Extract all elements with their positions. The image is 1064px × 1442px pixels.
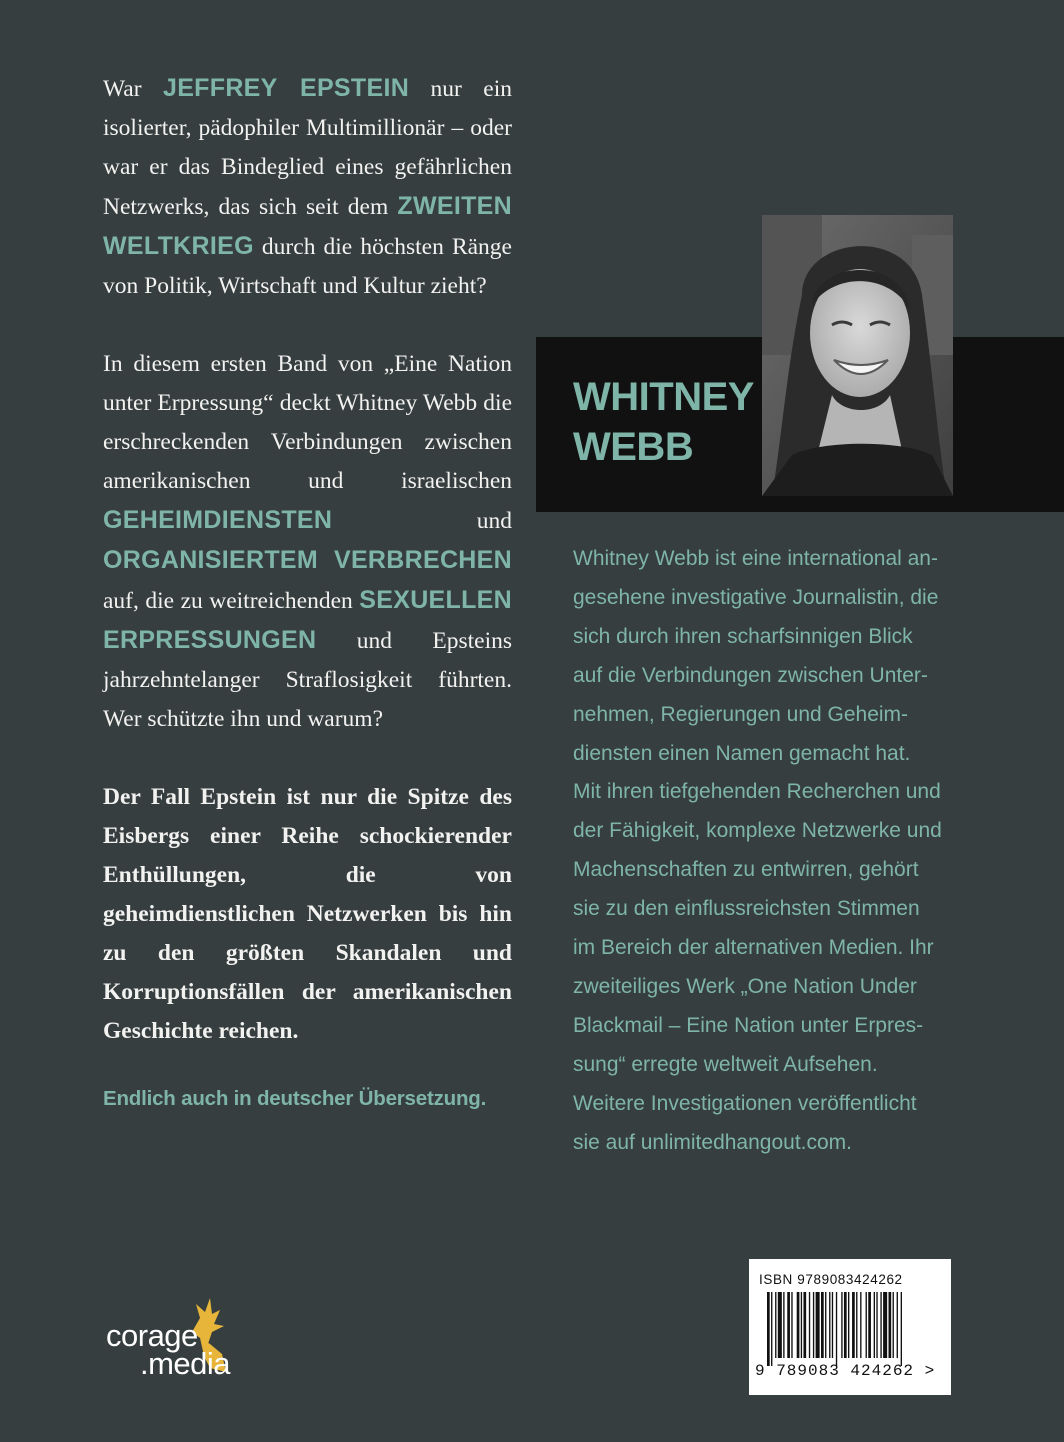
barcode-bar <box>866 1292 867 1358</box>
author-photo <box>762 215 953 496</box>
barcode-bar <box>771 1292 772 1366</box>
blurb-paragraph-2 <box>103 345 512 739</box>
barcode-bar <box>901 1292 902 1366</box>
isbn-digits: 9 789083 424262 > <box>755 1362 936 1380</box>
author-bio <box>573 540 953 1163</box>
barcode-bar <box>889 1292 892 1358</box>
barcode-bar <box>852 1292 855 1358</box>
bio-line: sie zu den einflussreichsten Stimmen <box>573 897 920 921</box>
bio-line: gesehene investigative Journalistin, die <box>573 585 939 609</box>
highlight-term: ORGANISIERTEM VERBRECHEN <box>103 546 512 574</box>
barcode-bar <box>791 1292 792 1358</box>
barcode-bar <box>825 1292 826 1358</box>
barcode-bar <box>767 1292 770 1366</box>
publisher-logo <box>104 1296 254 1386</box>
barcode-bar <box>816 1292 820 1358</box>
barcode-bar <box>841 1292 842 1358</box>
bio-line: sie auf unlimitedhangout.com. <box>573 1130 852 1154</box>
publisher-name-line2: .media <box>140 1346 231 1381</box>
blurb-text: nur ein isolierter, pädophiler Multimillionär – oder war er das Bindeglied eines gefährlichen Netzwerks, das sich seit dem <box>103 76 512 220</box>
blurb-paragraph-1 <box>103 69 512 306</box>
barcode-bar <box>809 1292 810 1358</box>
barcode-bar <box>874 1292 875 1358</box>
barcode-bar <box>775 1292 776 1358</box>
barcode-bar <box>893 1292 894 1358</box>
highlight-term: JEFFREY EPSTEIN <box>163 74 410 102</box>
barcode-bar <box>832 1292 833 1358</box>
translation-note: Endlich auch in deutscher Übersetzung. <box>103 1087 487 1110</box>
barcode-bars <box>767 1292 935 1366</box>
isbn-label: ISBN 9789083424262 <box>759 1272 903 1287</box>
blurb-text: durch die höchsten Ränge von Politik, Wirtschaft und Kultur zieht? <box>103 234 512 299</box>
publisher-name-line1: corage <box>106 1318 198 1353</box>
barcode-bar <box>821 1292 824 1358</box>
barcode-bar <box>880 1292 881 1358</box>
blurb-column <box>103 69 512 1112</box>
author-name <box>573 372 754 472</box>
barcode-bar <box>868 1292 871 1358</box>
blurb-text: und <box>332 508 512 534</box>
barcode-bar <box>803 1292 806 1358</box>
barcode-bar <box>797 1292 800 1358</box>
bio-line: auf die Verbindungen zwischen Unter- <box>573 663 928 687</box>
barcode-bar <box>836 1292 837 1366</box>
bio-line: der Fähigkeit, komplexe Netzwerke und <box>573 819 942 843</box>
highlight-term: SEXUELLEN ERPRESSUNGEN <box>103 586 512 654</box>
barcode-bar <box>897 1292 898 1358</box>
bio-line: Machenschaften zu entwirren, gehört <box>573 858 919 882</box>
barcode-bar <box>829 1292 830 1358</box>
bio-line: Whitney Webb ist eine international an- <box>573 547 938 570</box>
bio-line: sich durch ihren scharfsinnigen Blick <box>573 624 913 648</box>
blurb-text: In diesem ersten Band von „Eine Nation unter Erpressung“ deckt Whitney Webb die erschreckenden Verbindungen zwischen amerikanischen und israelischen <box>103 351 512 494</box>
isbn-barcode <box>749 1259 951 1395</box>
bio-line: zweiteiliges Werk „One Nation Under <box>573 974 917 998</box>
blurb-text: War <box>103 76 163 102</box>
blurb-paragraph-3: Der Fall Epstein ist nur die Spitze des Eisbergs einer Reihe schockierender Enthüllungen, die von geheimdienstlichen Netzwerken bis hin zu den größten Skandalen und Korruptionsfällen der amerikanischen Geschichte reichen. <box>103 784 512 1044</box>
barcode-bar <box>844 1292 847 1358</box>
barcode-bar <box>813 1292 814 1358</box>
highlight-term: ZWEITEN WELTKRIEG <box>103 192 512 260</box>
highlight-term: GEHEIMDIENSTEN <box>103 506 333 534</box>
bio-line: diensten einen Namen gemacht hat. <box>573 741 911 765</box>
author-name-line1: WHITNEY <box>573 375 754 419</box>
bio-line: Blackmail – Eine Nation unter Erpres- <box>573 1013 924 1037</box>
blurb-text: und Epsteins jahrzehntelanger Straflosigkeit führten. Wer schützte ihn und warum? <box>103 628 512 732</box>
barcode-bar <box>848 1292 849 1358</box>
bio-line: sung“ erregte weltweit Aufsehen. <box>573 1052 878 1076</box>
bio-line: Mit ihren tiefgehenden Recherchen und <box>573 780 941 804</box>
bio-line: im Bereich der alternativen Medien. Ihr <box>573 936 934 960</box>
barcode-bar <box>883 1292 887 1358</box>
barcode-bar <box>801 1292 802 1358</box>
blurb-text: auf, die zu weitreichenden <box>103 588 360 614</box>
author-name-line2: WEBB <box>573 425 694 469</box>
barcode-bar <box>787 1292 790 1358</box>
bio-line: nehmen, Regierungen und Geheim- <box>573 702 909 726</box>
bio-line: Weitere Investigationen veröffentlicht <box>573 1091 917 1115</box>
barcode-bar <box>856 1292 857 1358</box>
barcode-bar <box>860 1292 861 1358</box>
barcode-bar <box>783 1292 784 1358</box>
barcode-bar <box>778 1292 782 1358</box>
barcode-bar <box>876 1292 877 1358</box>
